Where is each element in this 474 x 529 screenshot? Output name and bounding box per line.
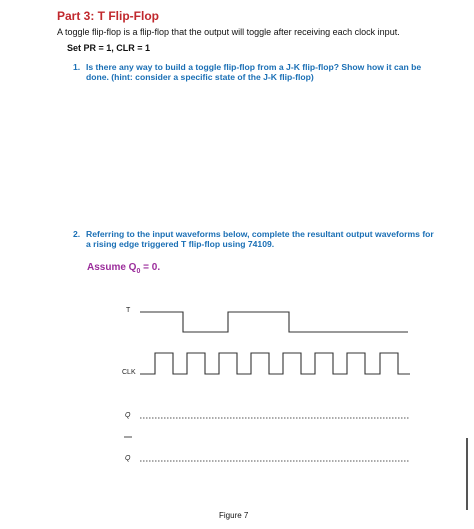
question-2-line-2: a rising edge triggered T flip-flop using 74109. (86, 239, 275, 249)
page-edge-mark (466, 438, 468, 510)
assumption-subscript: 0 (136, 268, 141, 275)
qbar-label: Q (125, 455, 131, 462)
question-2-number: 2. (73, 229, 81, 239)
assumption-prefix: Assume Q (87, 262, 137, 273)
clk-label: CLK (122, 369, 136, 376)
clk-waveform (140, 353, 410, 374)
section-title: Part 3: T Flip-Flop (57, 9, 159, 23)
t-waveform (140, 312, 408, 332)
intro-text: A toggle flip-flop is a flip-flop that the output will toggle after receiving each clock input. (57, 27, 400, 37)
question-1-line-1: Is there any way to build a toggle flip-flop from a J-K flip-flop? Show how it can be (86, 62, 422, 72)
set-condition: Set PR = 1, CLR = 1 (67, 43, 151, 53)
figure-caption: Figure 7 (219, 511, 249, 520)
question-1-line-2: done. (hint: consider a specific state of the J-K flip-flop) (86, 72, 314, 82)
t-label: T (126, 307, 131, 314)
assumption-suffix: = 0. (140, 262, 161, 273)
question-2-line-1: Referring to the input waveforms below, complete the resultant output waveforms for (86, 229, 434, 239)
q-label: Q (125, 412, 131, 419)
question-1-number: 1. (73, 62, 81, 72)
